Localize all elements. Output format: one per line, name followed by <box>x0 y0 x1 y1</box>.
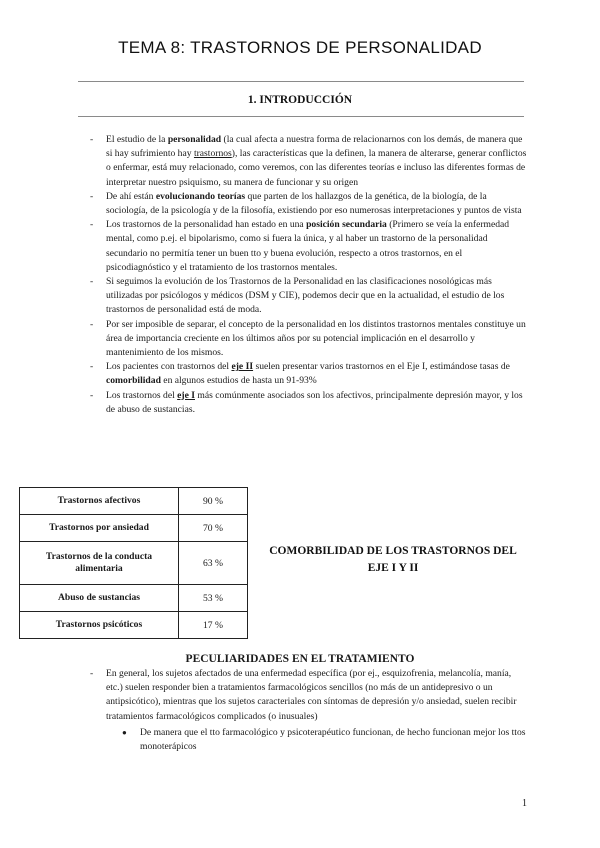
table-cell-percentage: 53 % <box>179 585 248 612</box>
table-cell-disorder: Trastornos psicóticos <box>20 612 179 639</box>
divider-top <box>78 81 524 82</box>
divider-bottom <box>78 116 524 117</box>
dash-bullet-icon: - <box>90 219 94 231</box>
table-row <box>20 612 248 639</box>
list-item <box>90 318 528 361</box>
table-row <box>20 585 248 612</box>
bullet-text-run: Los trastornos de la personalidad han estado en una <box>106 219 307 231</box>
bullet-text-run: suelen presentar varios trastornos en el Eje I, estimándose tasas de <box>253 361 510 373</box>
bullet-text-run: Los trastornos del <box>106 389 178 401</box>
table-cell-disorder: Abuso de sustancias <box>20 585 179 612</box>
page-number: 1 <box>522 798 527 809</box>
table-row <box>20 542 248 585</box>
table-cell-percentage: 90 % <box>179 488 248 515</box>
dash-bullet-icon: - <box>90 361 94 373</box>
dash-bullet-icon: - <box>90 668 94 679</box>
treatment-subbullet-text: De manera que el tto farmacológico y psicoterapéutico funcionan, de hecho funcionan mejor los ttos monoterápicos <box>140 726 526 753</box>
treatment-bullet-list <box>90 667 528 754</box>
table-cell-disorder: Trastornos por ansiedad <box>20 515 179 542</box>
bullet-text-run: que parten de los hallazgos de la genética, de la biología, de la sociología, de la psicología y de la filosofía, existiendo por eso numerosas interpretaciones y puntos de vista <box>106 190 522 217</box>
page-title: TEMA 8: TRASTORNOS DE PERSONALIDAD <box>118 38 482 57</box>
treatment-bullet-text: En general, los sujetos afectados de una enfermedad específica (por ej., esquizofrenia, melancolía, manía, etc.) suelen responder bien a tratamientos farmacológicos sencillos (no más de un antidepresivo o un antipsicótico), mientras que los sujetos caracteriales con síntomas de depresión y/o ansiedad, suelen recibir tratamientos farmacológicos complicados (o inusuales) <box>106 668 517 722</box>
list-item <box>90 360 528 388</box>
bullet-text-run: comorbilidad <box>106 375 161 387</box>
list-item <box>90 667 528 754</box>
bullet-text-run: en algunos estudios de hasta un 91-93% <box>160 375 317 387</box>
bullet-text-run: más comúnmente asociados son los afectivos, principalmente depresión mayor, y los de abuso de sustancias. <box>106 389 523 415</box>
intro-bullet-list <box>90 133 528 417</box>
dash-bullet-icon: - <box>90 389 94 401</box>
list-item <box>90 133 528 190</box>
section-heading-tratamiento: PECULIARIDADES EN EL TRATAMIENTO <box>185 653 415 665</box>
bullet-text-run: trastornos <box>193 148 232 160</box>
bullet-text-run: Por ser imposible de separar, el concepto de la personalidad en los distintos trastornos mentales constituye un área de importancia creciente en los últimos años por su potencial implicación en el desarrollo y mantenimiento de los mismos. <box>106 318 526 359</box>
bullet-text-run: Si seguimos la evolución de los Trastornos de la Personalidad en las clasificaciones nosológicas más utilizadas por psicólogos y médicos (DSM y CIE), podemos decir que en la actualidad, el estudio de los trastornos de personalidad está de moda. <box>106 276 505 316</box>
dash-bullet-icon: - <box>90 276 94 288</box>
table-cell-percentage: 70 % <box>179 515 248 542</box>
list-item <box>90 218 528 275</box>
section-heading-introduccion: 1. INTRODUCCIÓN <box>247 94 353 106</box>
bullet-text-run: eje II <box>231 361 254 373</box>
sub-list-item <box>106 726 528 754</box>
list-item <box>90 190 528 218</box>
list-item <box>90 275 528 318</box>
table-cell-percentage: 17 % <box>179 612 248 639</box>
table-cell-percentage: 63 % <box>179 542 248 585</box>
bullet-text-run: eje I <box>177 389 195 401</box>
table-row <box>20 515 248 542</box>
dash-bullet-icon: - <box>90 318 94 330</box>
comorbidity-table-caption: COMORBILIDAD DE LOS TRASTORNOS DEL EJE I Y II <box>269 545 517 574</box>
bullet-text-run: evolucionando teorías <box>155 190 246 202</box>
bullet-text-run: posición secundaria <box>306 219 387 231</box>
bullet-text-run: (la cual afecta a nuestra forma de relacionarnos con los demás, de manera que si hay sufrimiento hay <box>106 134 523 160</box>
table-cell-disorder: Trastornos afectivos <box>20 488 179 515</box>
bullet-text-run: ), las características que la definen, la manera de alterarse, generar conflictos o enfermar, está muy relacionado, como veremos, con las diferentes teorías e incluso las diferentes formas de interpretar nuestro psiquismo, su manera de funcionar y su origen <box>106 148 527 188</box>
bullet-text-run: personalidad <box>167 134 222 145</box>
comorbidity-table <box>19 487 248 639</box>
table-row <box>20 488 248 515</box>
dash-bullet-icon: - <box>90 134 94 145</box>
treatment-sublist <box>106 726 528 754</box>
bullet-text-run: Los pacientes con trastornos del <box>106 361 232 373</box>
round-bullet-icon: ● <box>122 727 127 737</box>
dash-bullet-icon: - <box>90 190 94 202</box>
list-item <box>90 389 528 417</box>
table-cell-disorder: Trastornos de la conducta alimentaria <box>20 542 179 585</box>
bullet-text-run: El estudio de la <box>106 134 168 145</box>
bullet-text-run: De ahí están <box>106 190 156 202</box>
bullet-text-run: (Primero se veía la enfermedad mental, como p.ej. el bipolarismo, como si fuera la única, y al haber un trastorno de la personalidad secundario no permitía tener un buen tto y buena evolución, respecto a otros trastornos, en el psicodiagnóstico y el tratamiento de los trastornos mentales. <box>106 219 510 273</box>
